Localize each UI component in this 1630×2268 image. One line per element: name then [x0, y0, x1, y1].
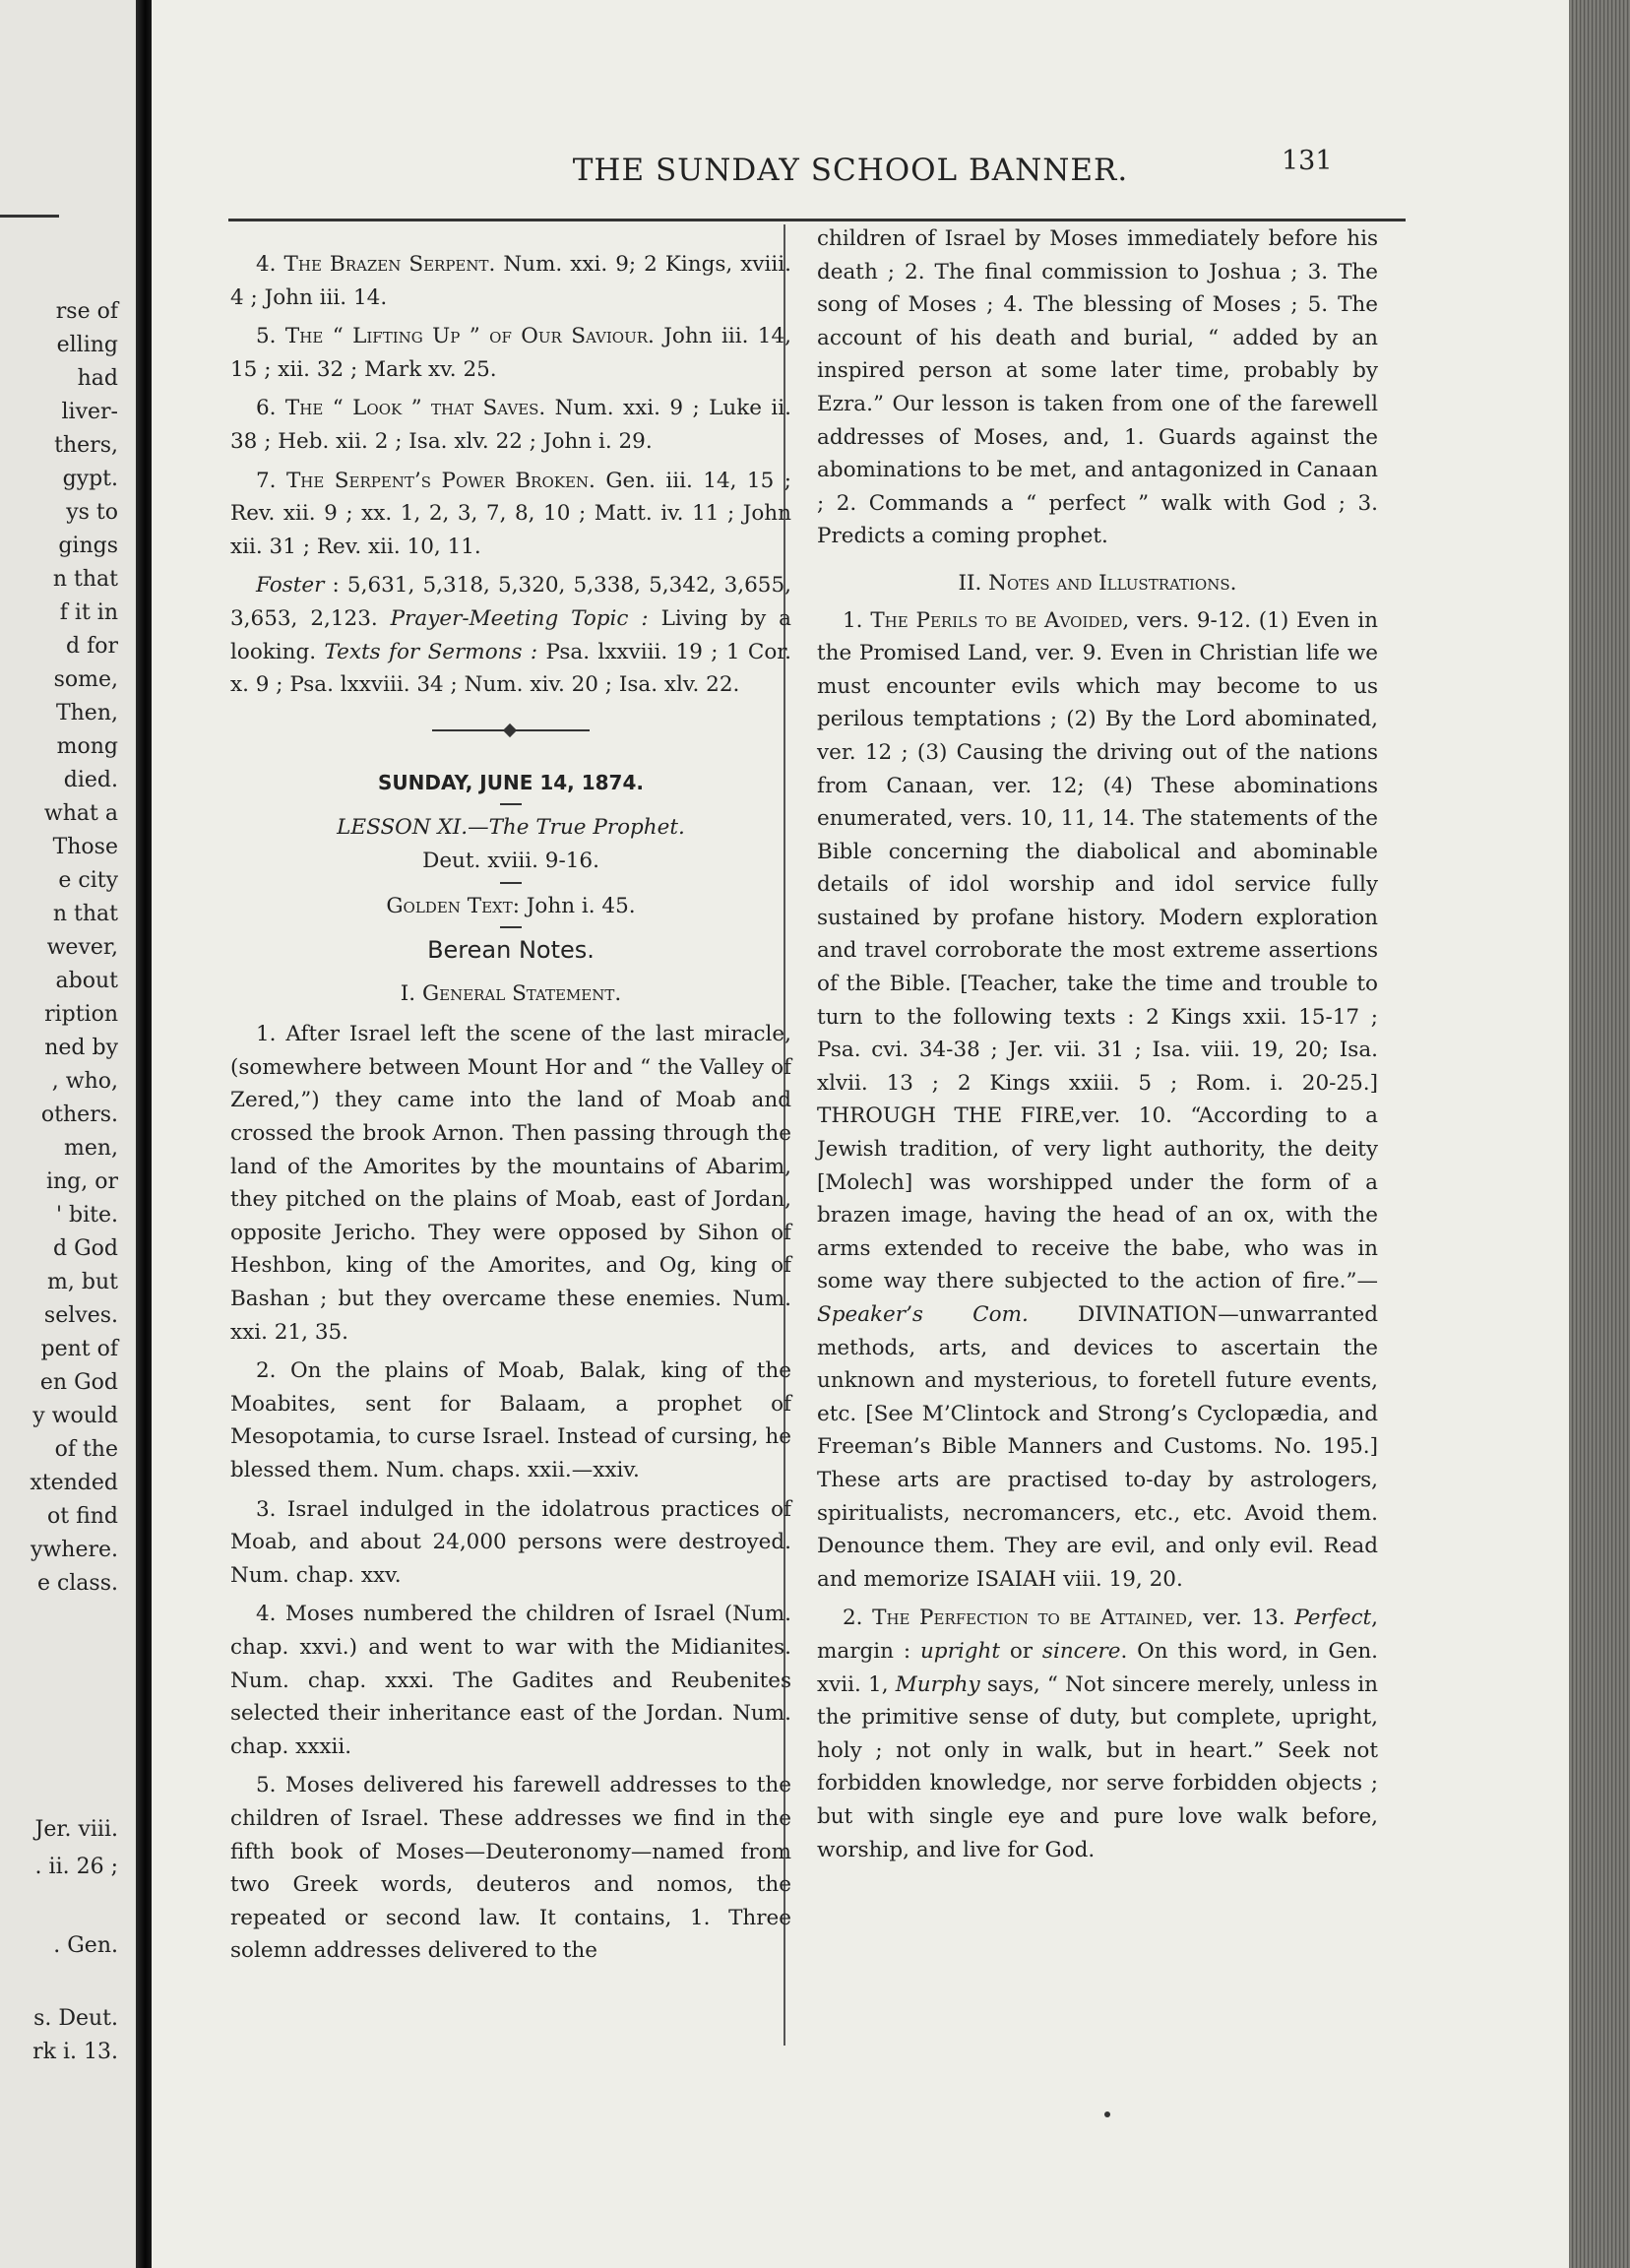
perils-text: vers. 9-12. (1) Even in the Promised Land, ver. 9. Even in Christian life we must encounter evils which may become to us perilous temptations ; (2) By the Lord abominated, ver. 12 ; (3) Causing the driving out of the nations from Canaan, ver. 12; (4) These abominations enumerated, vers. 10, 11, 14. The statements of the Bible concerning the diabolical and abominable details of idol worship and idol service fully sustained by profane history. Modern exploration and travel corroborate the most extreme assertions of the Bible. [Teacher, take the time and trouble to turn to the following texts : 2 Kings xxii. 15-17 ; Psa. cvi. 34-38 ; Jer. vii. 31 ; Isa. viii. 19, 20; Isa. xlvii. 13 ; 2 Kings xxiii. 5 ; Rom. i. 20-25.] — [817, 607, 1378, 1096]
lesson-title — [230, 811, 791, 845]
section-heading: II. Notes and Illustrations. — [958, 570, 1237, 596]
list-item — [230, 465, 791, 564]
perfection-text: . On this word, in Gen. xvii. 1, — [817, 1638, 1379, 1697]
berean-notes-heading: Berean Notes. — [427, 936, 595, 965]
list-item — [230, 320, 791, 386]
prayer-label: Prayer-Meeting Topic : — [390, 605, 649, 631]
facing-page-line: ing, or — [45, 1169, 118, 1194]
perfect-word: Perfect — [1294, 1606, 1372, 1631]
upright-word: upright — [919, 1638, 1000, 1664]
list-item — [230, 248, 791, 314]
lesson-title-text: LESSON XI.—The True Prophet. — [337, 815, 685, 841]
fire-source: Speaker’s Com. — [817, 1302, 1029, 1327]
texts-text: Psa. lxxviii. 19 ; 1 Cor. x. 9 ; Psa. lxxviii. 34 ; Num. xiv. 20 ; Isa. xlv. 22. — [230, 639, 792, 698]
golden-text-ref: : John i. 45. — [512, 893, 636, 918]
facing-page-line: elling — [56, 333, 118, 357]
facing-page-line: ywhere. — [31, 1538, 118, 1562]
page — [152, 0, 1569, 2268]
facing-page-line: ned by — [44, 1036, 118, 1060]
facing-page-line: rk i. 13. — [32, 2040, 118, 2064]
facing-page-line: e class. — [36, 1571, 118, 1596]
facing-page-fragment — [0, 0, 136, 2268]
running-header-title: THE SUNDAY SCHOOL BANNER. — [572, 153, 1129, 188]
foster-references — [230, 569, 791, 701]
perfection-text: says, “ Not sincere merely, unless in the primitive sense of duty, but complete, upright, holy ; not only in walk, but in heart.” Seek not forbidden knowledge, nor serve forbidden objects ; but with single eye and pure love walk before, worship, and live for God. — [817, 1671, 1378, 1862]
facing-page-rule — [0, 215, 59, 218]
foster-text: : 5,631, 5,318, 5,320, 5,338, 5,342, 3,655, 3,653, 2,123. — [230, 573, 791, 631]
paragraph: 5. Moses delivered his farewell addresses to the children of Israel. These addresses we find in the fifth book of Moses—Deuteronomy—named from two Greek words, deuteros and nomos, the repeated or second law. It contains, 1. Three solemn addresses delivered to the — [230, 1773, 791, 1964]
facing-page-line: ot find — [46, 1504, 118, 1529]
perfection-heading: 2. The Perfection to be Attained, — [843, 1606, 1194, 1631]
perfection-text: , margin : — [817, 1606, 1378, 1664]
short-dash — [500, 882, 522, 884]
facing-page-line: en God — [39, 1370, 118, 1395]
facing-page-line: gings — [58, 534, 118, 558]
lesson-reference: Deut. xviii. 9-16. — [422, 848, 599, 873]
facing-page-line: , who, — [51, 1069, 118, 1094]
facing-page-line: Those — [52, 835, 118, 859]
prayer-text: Living by a looking. — [230, 605, 791, 664]
short-dash — [500, 926, 522, 928]
facing-page-line: ' bite. — [55, 1203, 118, 1228]
perfection-text: ver. 13. — [1193, 1606, 1295, 1631]
page-number: 131 — [1282, 146, 1333, 176]
facing-page-line: liver- — [61, 400, 118, 424]
facing-page-line: men, — [63, 1136, 118, 1161]
page-edges — [1569, 0, 1630, 2268]
facing-page-line: ys to — [66, 500, 118, 525]
paragraph — [817, 1602, 1378, 1866]
murphy-word: Murphy — [895, 1671, 980, 1697]
golden-text-label: Golden Text — [386, 893, 513, 918]
facing-page-line: wever, — [46, 935, 118, 960]
list-item — [230, 392, 791, 458]
facing-page-line: died. — [63, 768, 118, 792]
facing-page-line: of the — [54, 1437, 118, 1462]
facing-page-line: e city — [58, 868, 118, 893]
facing-page-line: . ii. 26 ; — [34, 1855, 118, 1879]
isaiah-tail: viii. 19, 20. — [1056, 1566, 1183, 1592]
item-heading: 6. The “ Look ” that Saves. — [256, 396, 546, 421]
section-ornament — [432, 724, 590, 737]
item-text: Num. xxi. 9; 2 Kings, xviii. 4 ; John iii. 14. — [230, 252, 791, 310]
facing-page-line: what a — [43, 801, 118, 826]
facing-page-line: y would — [32, 1404, 118, 1428]
item-text: Num. xxi. 9 ; Luke ii. 38 ; Heb. xii. 2 ; Isa. xlv. 22 ; John i. 29. — [230, 396, 791, 454]
facing-page-line: s. Deut. — [33, 2006, 118, 2031]
paragraph: 1. After Israel left the scene of the last miracle, (somewhere between Mount Hor and “ the Valley of Zered,”) they came into the land of Moab and crossed the brook Arnon. Then passing through the land of the Amorites by the mountains of Abarim, they pitched on the plains of Moab, east of Jordan, opposite Jericho. They were opposed by Sihon of Heshbon, king of the Amorites, and Og, king of Bashan ; but they overcame these enemies. Num. xxi. 21, 35. — [230, 1022, 791, 1345]
paragraph: 4. Moses numbered the children of Israel (Num. chap. xxvi.) and went to war with the Midianites. Num. chap. xxxi. The Gadites and Reubenites selected their inheritance east of the Jordan. Num. chap. xxxii. — [230, 1602, 791, 1759]
facing-page-line: rse of — [55, 299, 118, 324]
fire-text: ver. 10. “According to a Jewish tradition, of very light authority, the deity [Molech] was worshipped under the form of a brazen image, having the head of an ox, with the arms extended to receive the babe, who was in some way there subjected to the action of fire.”— — [817, 1103, 1378, 1294]
facing-page-line: ription — [44, 1002, 118, 1027]
facing-page-line: . Gen. — [53, 1933, 118, 1958]
perfection-text: or — [999, 1638, 1042, 1664]
fire-heading: THROUGH THE FIRE, — [817, 1103, 1082, 1129]
isaiah-reference: ISAIAH — [975, 1566, 1057, 1592]
facing-page-line: others. — [40, 1102, 118, 1127]
texts-label: Texts for Sermons : — [324, 639, 538, 664]
section-heading: I. General Statement. — [400, 980, 622, 1006]
paragraph: 2. On the plains of Moab, Balak, king of the Moabites, sent for Balaam, a prophet of Mesopotamia, to curse Israel. Instead of cursing, he blessed them. Num. chaps. xxii.—xxiv. — [230, 1358, 791, 1482]
divination-heading: DIVINATION — [1078, 1302, 1219, 1327]
item-heading: 4. The Brazen Serpent. — [256, 252, 496, 277]
paragraph — [817, 604, 1378, 1597]
paragraph: children of Israel by Moses immediately before his death ; 2. The final commission to Joshua ; 3. The song of Moses ; 4. The blessing of Moses ; 5. The account of his death and burial, “ added by an inspired person at some later time, probably by Ezra.” Our lesson is taken from one of the farewell addresses of Moses, and, 1. Guards against the abominations to be met, and antagonized in Canaan ; 2. Commands a “ perfect ” walk with God ; 3. Predicts a coming prophet. — [817, 226, 1378, 549]
facing-page-line: f it in — [59, 600, 118, 625]
facing-page-line: gypt. — [62, 467, 118, 491]
right-column — [817, 222, 1378, 1872]
facing-page-line: xtended — [30, 1471, 118, 1495]
facing-page-line: Jer. viii. — [34, 1817, 118, 1842]
facing-page-line: m, but — [47, 1270, 118, 1294]
item-heading: 7. The Serpent’s Power Broken. — [256, 468, 596, 493]
facing-page-line: mong — [56, 734, 118, 759]
golden-text — [230, 890, 791, 923]
facing-page-line: had — [77, 366, 118, 391]
item-text: Gen. iii. 14, 15 ; Rev. xii. 9 ; xx. 1, 2, 3, 7, 8, 10 ; Matt. iv. 11 ; John xii. 31 ; Rev. xii. 10, 11. — [230, 468, 791, 559]
perils-heading: 1. The Perils to be Avoided, — [843, 607, 1130, 633]
left-column — [230, 248, 791, 1974]
paragraph: 3. Israel indulged in the idolatrous practices of Moab, and about 24,000 persons were destroyed. Num. chap. xxv. — [230, 1496, 791, 1588]
facing-page-line: d God — [53, 1236, 118, 1261]
book-gutter — [136, 0, 152, 2268]
facing-page-line: some, — [53, 667, 118, 692]
sincere-word: sincere — [1041, 1638, 1121, 1664]
facing-page-line: d for — [66, 634, 118, 659]
divination-text: —unwarranted methods, arts, and devices to ascertain the unknown and mysterious, to foretell future events, etc. [See M’Clintock and Strong’s Cyclopædia, and Freeman’s Bible Manners and Customs. No. 195.] These arts are practised to-day by astrologers, spiritualists, necromancers, etc., etc. Avoid them. Denounce them. They are evil, and only evil. Read and memorize — [817, 1302, 1378, 1592]
lesson-date-heading: SUNDAY, JUNE 14, 1874. — [378, 770, 644, 794]
facing-page-line: thers, — [54, 433, 118, 458]
facing-page-line: about — [55, 969, 118, 993]
footer-dot — [1104, 2111, 1110, 2117]
foster-label: Foster — [256, 573, 325, 598]
item-text: John iii. 14, 15 ; xii. 32 ; Mark xv. 25. — [230, 324, 791, 382]
facing-page-line: selves. — [43, 1303, 118, 1328]
facing-page-line: Then, — [55, 701, 118, 725]
short-dash — [500, 803, 522, 805]
item-heading: 5. The “ Lifting Up ” of Our Saviour. — [256, 324, 655, 349]
facing-page-line: pent of — [40, 1337, 118, 1361]
facing-page-line: n that — [52, 567, 118, 592]
facing-page-line: n that — [52, 902, 118, 926]
header-rule — [228, 219, 1406, 221]
